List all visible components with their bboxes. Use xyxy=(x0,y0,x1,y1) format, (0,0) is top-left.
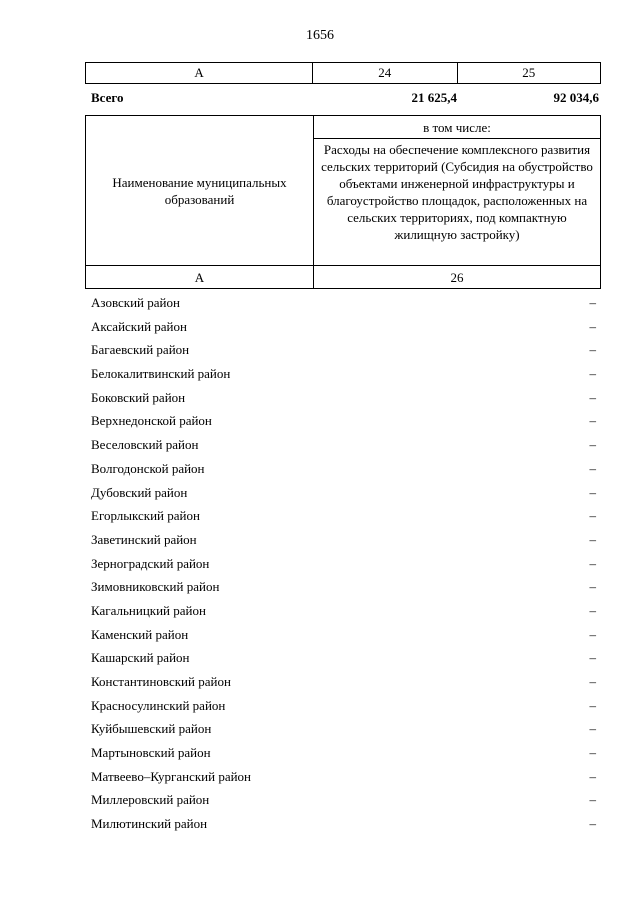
total-label: Всего xyxy=(91,90,124,105)
table-row xyxy=(85,459,601,483)
municipality-name: Кагальницкий район xyxy=(91,602,206,618)
table-row xyxy=(85,293,601,317)
municipality-name: Миллеровский район xyxy=(91,792,210,808)
municipality-value: – xyxy=(589,579,596,595)
table-row xyxy=(85,388,601,412)
municipality-value: – xyxy=(589,389,596,405)
municipality-value: – xyxy=(589,484,596,500)
municipality-name: Дубовский район xyxy=(91,484,188,500)
column-header-25: 25 xyxy=(457,63,600,84)
municipality-value: – xyxy=(589,602,596,618)
section-header-table xyxy=(85,115,601,289)
municipality-name: Каменский район xyxy=(91,626,189,642)
municipality-value: – xyxy=(589,555,596,571)
municipality-name: Зерноградский район xyxy=(91,555,210,571)
municipality-value: – xyxy=(589,816,596,832)
municipality-value: – xyxy=(589,721,596,737)
municipality-name: Красносулинский район xyxy=(91,697,226,713)
municipality-name: Матвеево–Курганский район xyxy=(91,768,252,784)
total-value-24: 21 625,4 xyxy=(411,90,457,105)
table-row xyxy=(85,767,601,791)
table-row xyxy=(85,530,601,554)
municipality-name: Боковский район xyxy=(91,389,186,405)
municipality-name: Белокалитвинский район xyxy=(91,366,231,382)
including-subheader: в том числе: xyxy=(314,116,601,139)
municipality-value: – xyxy=(589,768,596,784)
municipality-value: – xyxy=(589,318,596,334)
municipality-name: Заветинский район xyxy=(91,531,197,547)
table-row xyxy=(85,790,601,814)
municipality-name: Азовский район xyxy=(91,295,180,310)
table-row xyxy=(85,672,601,696)
municipality-value: – xyxy=(589,413,596,429)
municipality-name: Константиновский район xyxy=(91,674,231,689)
table-row xyxy=(85,625,601,649)
header-table xyxy=(85,62,601,84)
municipality-name: Куйбышевский район xyxy=(91,721,212,737)
total-row xyxy=(85,90,601,108)
municipality-name: Веселовский район xyxy=(91,437,199,453)
column-code-a: А xyxy=(86,266,314,289)
municipality-value: – xyxy=(589,342,596,358)
municipality-value: – xyxy=(589,745,596,761)
table-row xyxy=(85,435,601,459)
expense-description-header: Расходы на обеспечение комплексного развития сельских территорий (Субсидия на обустройство объектами инженерной инфраструктуры и благоустройство площадок, расположенных на сельских территориях, под компактную жилищную застройку) xyxy=(314,139,601,266)
municipality-value: – xyxy=(589,650,596,666)
municipality-value: – xyxy=(589,697,596,713)
municipality-value: – xyxy=(589,531,596,547)
municipality-name: Егорлыкский район xyxy=(91,508,200,524)
table-row xyxy=(85,814,601,838)
table-row xyxy=(85,648,601,672)
municipality-name: Аксайский район xyxy=(91,318,187,334)
table-row xyxy=(85,411,601,435)
municipality-name: Багаевский район xyxy=(91,342,190,358)
table-row xyxy=(85,340,601,364)
table-row xyxy=(85,483,601,507)
municipality-value: – xyxy=(589,674,596,689)
table-row xyxy=(85,554,601,578)
table-row xyxy=(85,743,601,767)
municipality-name: Кашарский район xyxy=(91,650,190,666)
municipality-value: – xyxy=(589,295,596,310)
municipality-list xyxy=(85,293,601,838)
municipality-name: Зимовниковский район xyxy=(91,579,220,595)
municipality-name: Милютинский район xyxy=(91,816,208,832)
page-number: 1656 xyxy=(306,28,334,43)
municipality-value: – xyxy=(589,366,596,382)
municipality-value: – xyxy=(589,460,596,476)
total-value-25: 92 034,6 xyxy=(553,90,599,105)
column-header-24: 24 xyxy=(313,63,457,84)
municipality-value: – xyxy=(589,792,596,808)
table-row xyxy=(85,601,601,625)
municipality-value: – xyxy=(589,626,596,642)
table-row xyxy=(85,317,601,341)
table-row xyxy=(85,719,601,743)
municipality-name: Волгодонской район xyxy=(91,460,205,476)
municipality-value: – xyxy=(589,437,596,453)
municipality-name: Мартыновский район xyxy=(91,745,211,761)
table-row xyxy=(85,577,601,601)
municipality-value: – xyxy=(589,508,596,524)
table-row xyxy=(85,696,601,720)
column-code-26: 26 xyxy=(314,266,601,289)
table-row xyxy=(85,506,601,530)
municipality-name-header: Наименование муниципальных образований xyxy=(86,116,314,266)
municipality-name: Верхнедонской район xyxy=(91,413,212,429)
column-header-a: А xyxy=(86,63,313,84)
table-row xyxy=(85,364,601,388)
